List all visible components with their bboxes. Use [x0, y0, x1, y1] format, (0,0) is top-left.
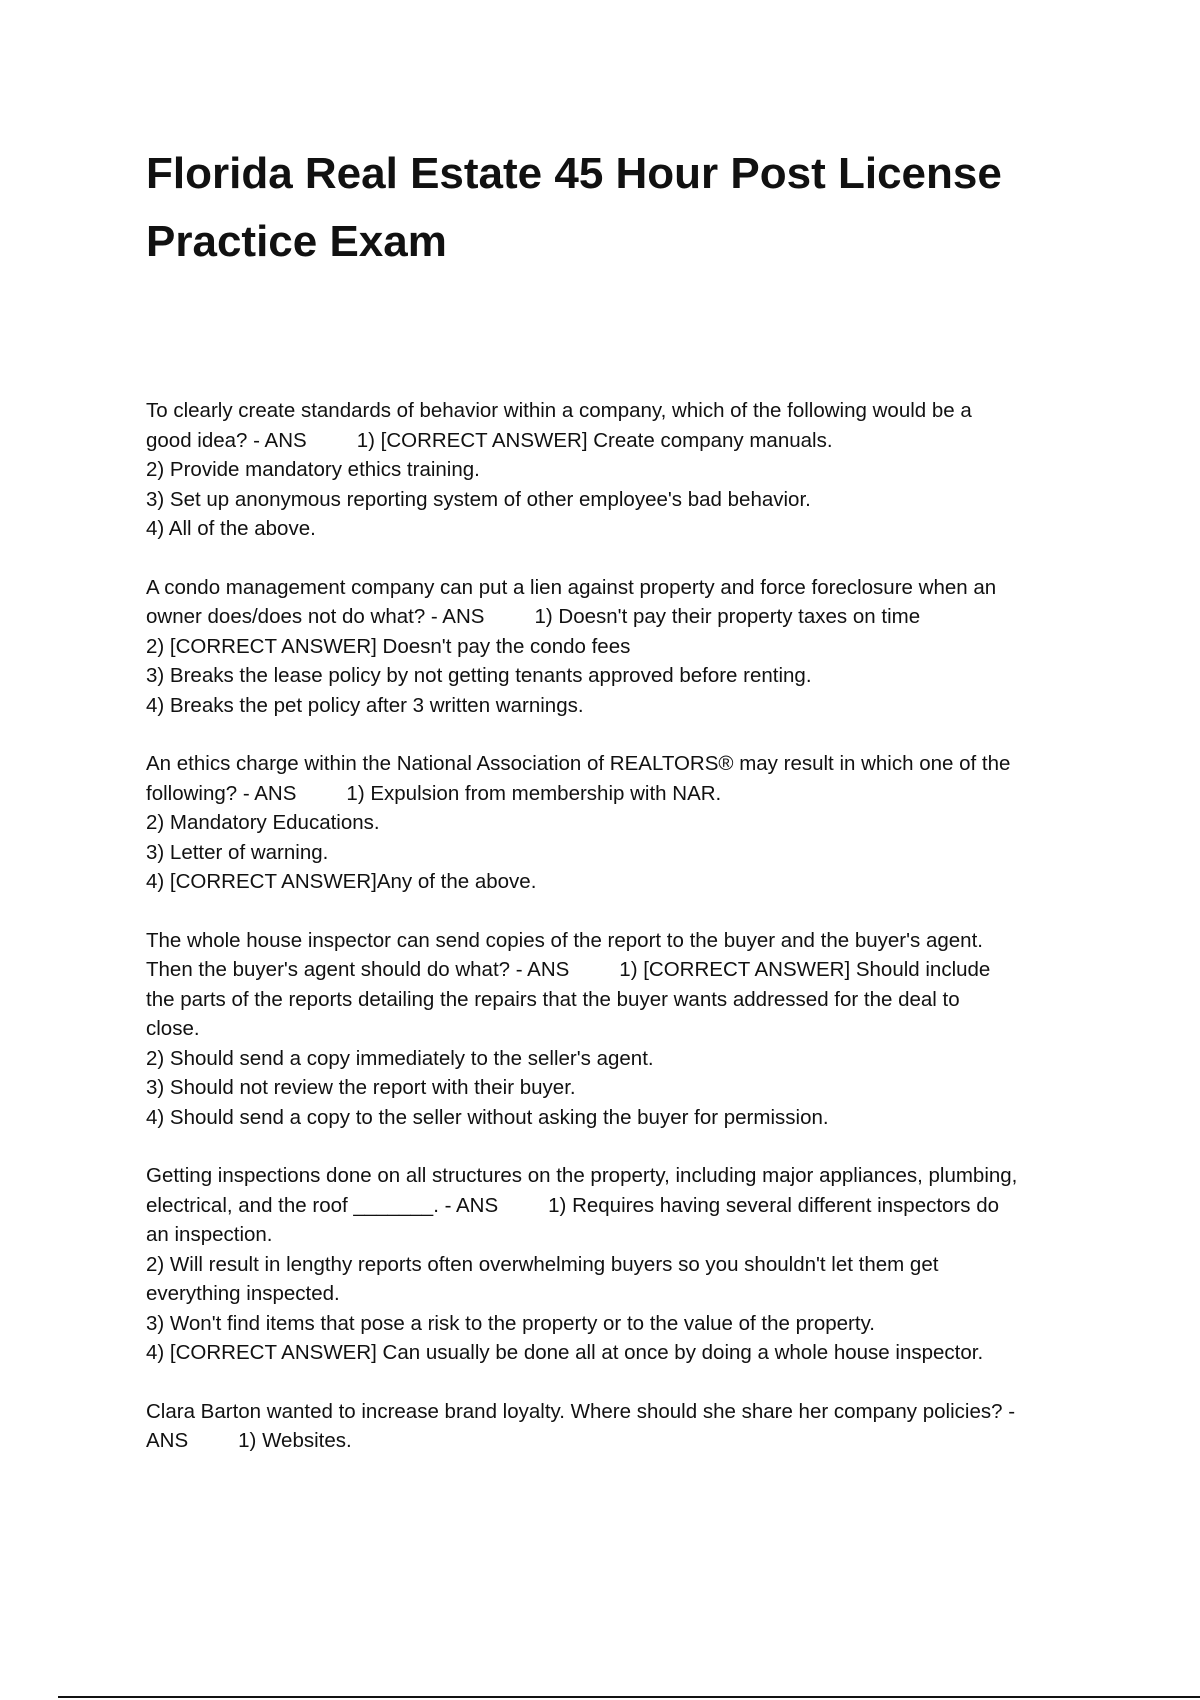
- document-body: [146, 396, 1091, 1485]
- question-block-4: [146, 926, 1091, 1133]
- question-3-option-4: 4) [CORRECT ANSWER]Any of the above.: [146, 870, 537, 893]
- page-title-line-1: Florida Real Estate 45 Hour Post License: [146, 149, 1002, 198]
- question-6-option-1: 1) Websites.: [238, 1429, 352, 1452]
- question-4-text-line-1: The whole house inspector can send copies of the report to the buyer and the buyer's agent.: [146, 928, 983, 952]
- question-2-text-line-2: [146, 602, 1091, 632]
- question-4-ans-label: Then the buyer's agent should do what? - ANS: [146, 958, 570, 981]
- question-5-text-line-1: Getting inspections done on all structures on the property, including major appliances, plumbing,: [146, 1164, 1018, 1187]
- question-5-option-4: 4) [CORRECT ANSWER] Can usually be done all at once by doing a whole house inspector.: [146, 1341, 984, 1364]
- question-3-option-1: 1) Expulsion from membership with NAR.: [346, 781, 722, 805]
- question-3-option-3: 3) Letter of warning.: [146, 840, 329, 864]
- question-6-text-line-2: [146, 1426, 1091, 1456]
- page-bottom-divider: [58, 1696, 1200, 1698]
- page-title: [146, 140, 1106, 276]
- question-3-text-line-1: An ethics charge within the National Association of REALTORS® may result in which one of the: [146, 752, 1011, 775]
- question-4-option-4: 4) Should send a copy to the seller without asking the buyer for permission.: [146, 1105, 829, 1129]
- question-2-option-2: 2) [CORRECT ANSWER] Doesn't pay the condo fees: [146, 634, 631, 658]
- question-5-text-line-2: [146, 1191, 1091, 1221]
- question-1-text-line-1: To clearly create standards of behavior within a company, which of the following would be a: [146, 399, 972, 422]
- question-5-option-2-cont: everything inspected.: [146, 1282, 340, 1305]
- question-6-ans-label: ANS: [146, 1429, 189, 1452]
- question-5-option-3: 3) Won't find items that pose a risk to the property or to the value of the property.: [146, 1311, 876, 1335]
- question-5-option-2: 2) Will result in lengthy reports often overwhelming buyers so you shouldn't let them get: [146, 1252, 939, 1276]
- question-4-option-1-cont-2: close.: [146, 1017, 200, 1040]
- question-4-option-2: 2) Should send a copy immediately to the seller's agent.: [146, 1046, 654, 1070]
- question-6-text-line-1: Clara Barton wanted to increase brand loyalty. Where should she share her company policies? -: [146, 1399, 1016, 1423]
- question-5-option-1: 1) Requires having several different inspectors do: [548, 1193, 1000, 1217]
- question-block-3: [146, 749, 1091, 897]
- question-4-text-line-2: [146, 955, 1091, 985]
- question-3-ans-label: following? - ANS: [146, 781, 297, 805]
- question-2-option-3: 3) Breaks the lease policy by not getting tenants approved before renting.: [146, 664, 812, 687]
- question-3-option-2: 2) Mandatory Educations.: [146, 811, 380, 834]
- question-3-text-line-2: [146, 779, 1091, 809]
- question-1-ans-label: good idea? - ANS: [146, 428, 307, 452]
- question-1-option-3: 3) Set up anonymous reporting system of other employee's bad behavior.: [146, 487, 811, 511]
- question-1-text-line-2: [146, 426, 1091, 456]
- question-5-option-1-cont: an inspection.: [146, 1223, 273, 1246]
- question-1-option-2: 2) Provide mandatory ethics training.: [146, 458, 480, 481]
- question-5-ans-label: electrical, and the roof _______. - ANS: [146, 1193, 499, 1217]
- question-1-option-1: 1) [CORRECT ANSWER] Create company manuals.: [356, 428, 833, 452]
- question-2-option-4: 4) Breaks the pet policy after 3 written warnings.: [146, 693, 584, 717]
- question-block-1: [146, 396, 1091, 544]
- question-1-option-4: 4) All of the above.: [146, 517, 316, 540]
- question-4-option-3: 3) Should not review the report with their buyer.: [146, 1076, 576, 1099]
- question-block-5: [146, 1161, 1091, 1368]
- question-4-option-1-cont-1: the parts of the reports detailing the repairs that the buyer wants addressed for the deal to: [146, 987, 960, 1011]
- question-block-6: [146, 1397, 1091, 1456]
- page-title-line-2: Practice Exam: [146, 217, 447, 266]
- question-2-text-line-1: A condo management company can put a lien against property and force foreclosure when an: [146, 575, 997, 599]
- question-4-option-1: 1) [CORRECT ANSWER] Should include: [619, 958, 991, 981]
- question-2-option-1: 1) Doesn't pay their property taxes on time: [534, 605, 921, 628]
- question-2-ans-label: owner does/does not do what? - ANS: [146, 605, 485, 628]
- question-block-2: [146, 573, 1091, 721]
